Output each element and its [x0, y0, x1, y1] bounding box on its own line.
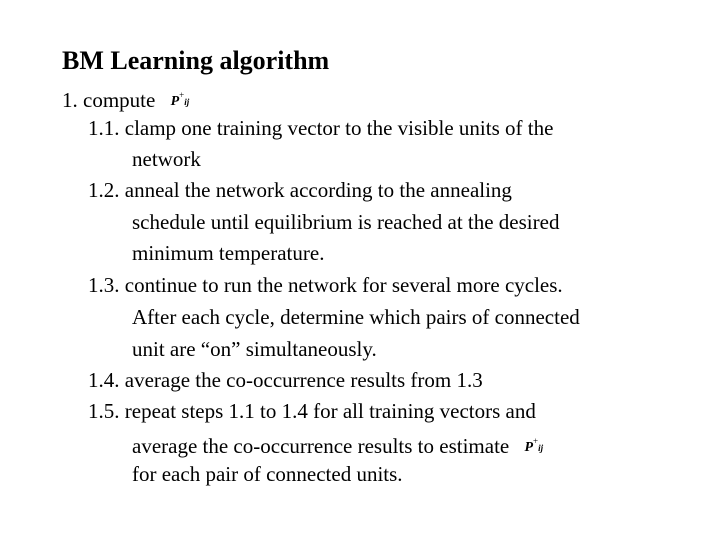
step-1-3-line-1: 1.3. continue to run the network for several more cycles.	[88, 273, 563, 297]
step-1-2-line-3: minimum temperature.	[132, 241, 325, 265]
step-1-3-line-3: unit are “on” simultaneously.	[132, 337, 377, 361]
step-1-1-line-2: network	[132, 147, 201, 171]
step-1-1-line-1: 1.1. clamp one training vector to the visible units of the	[88, 116, 554, 140]
step-1-2-line-1: 1.2. anneal the network according to the annealing	[88, 178, 512, 202]
slide-title: BM Learning algorithm	[62, 46, 330, 75]
p-plus-ij-symbol: P+ij	[170, 90, 190, 109]
step-1	[62, 84, 189, 117]
p-plus-ij-symbol-2: P+ij	[524, 436, 544, 455]
step-1-5-line-2	[132, 430, 543, 463]
step-1-4-line-1: 1.4. average the co-occurrence results from 1.3	[88, 368, 483, 392]
step-1-5-line-3: for each pair of connected units.	[132, 462, 403, 486]
step-1-5-line-2-text: average the co-occurrence results to estimate	[132, 434, 510, 458]
step-1-text: 1. compute	[62, 88, 156, 112]
step-1-2-line-2: schedule until equilibrium is reached at the desired	[132, 210, 560, 234]
step-1-5-line-1: 1.5. repeat steps 1.1 to 1.4 for all training vectors and	[88, 399, 536, 423]
step-1-3-line-2: After each cycle, determine which pairs of connected	[132, 305, 580, 329]
